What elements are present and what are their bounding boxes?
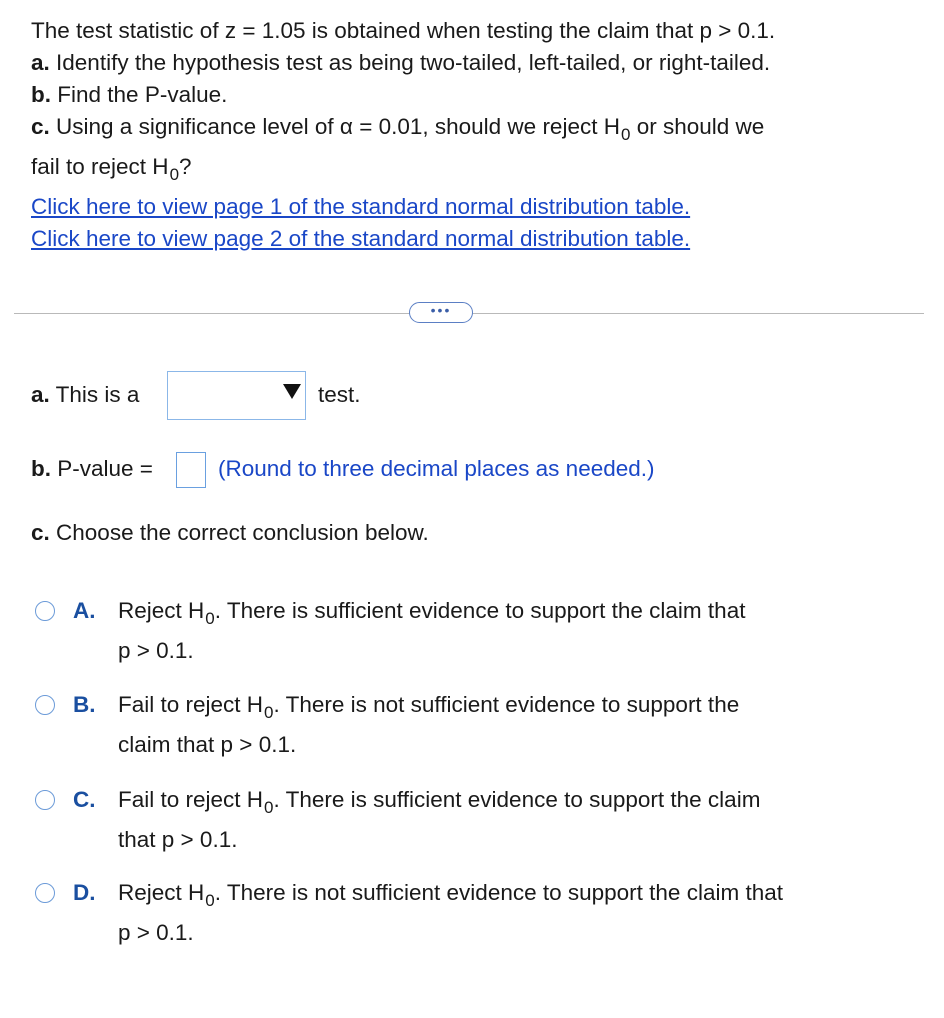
option-b-pre: Fail to reject H [118, 692, 264, 717]
answer-a-prompt [31, 381, 139, 409]
part-c-label: c. [31, 114, 50, 139]
answer-a-label: a. [31, 382, 50, 407]
part-c-text-mid: or should we [630, 114, 765, 139]
ellipsis-icon: ••• [430, 302, 452, 318]
answer-c-prompt [31, 519, 429, 547]
subscript-zero: 0 [264, 703, 274, 722]
option-b-radio[interactable] [35, 695, 55, 715]
answer-a-suffix: test. [318, 382, 361, 407]
answer-b-prompt [31, 455, 153, 483]
question-part-c [31, 113, 764, 143]
question-part-b [31, 81, 227, 109]
option-a-letter: A. [73, 598, 96, 623]
answer-a-text: This is a [55, 382, 140, 407]
rounding-hint: (Round to three decimal places as needed.) [218, 456, 655, 481]
part-b-text: Find the P-value. [57, 82, 228, 107]
subscript-zero: 0 [169, 165, 180, 184]
part-c-text: Using a significance level of α = 0.01, should we reject H [56, 114, 620, 139]
option-b-post: . There is not sufficient evidence to support the [273, 692, 740, 717]
test-type-dropdown[interactable] [167, 371, 306, 420]
option-c-line1[interactable] [118, 786, 760, 816]
option-d-post: . There is not sufficient evidence to support the claim that [214, 880, 783, 905]
part-a-text: Identify the hypothesis test as being two-tailed, left-tailed, or right-tailed. [56, 50, 771, 75]
link-normal-table-page1[interactable]: Click here to view page 1 of the standard normal distribution table. [31, 194, 691, 219]
option-a-pre: Reject H [118, 598, 205, 623]
option-b-letter: B. [73, 692, 96, 717]
option-c-pre: Fail to reject H [118, 787, 264, 812]
option-a-line2[interactable]: p > 0.1. [118, 638, 194, 663]
more-options-button[interactable] [409, 302, 473, 323]
option-a-line1[interactable] [118, 597, 745, 627]
subscript-zero: 0 [205, 609, 215, 628]
answer-b-text: P-value = [57, 456, 153, 481]
option-c-radio[interactable] [35, 790, 55, 810]
part-c-line2-text: fail to reject H [31, 154, 169, 179]
subscript-zero: 0 [620, 125, 631, 144]
answer-c-text: Choose the correct conclusion below. [56, 520, 429, 545]
option-a-radio[interactable] [35, 601, 55, 621]
option-d-radio[interactable] [35, 883, 55, 903]
option-d-pre: Reject H [118, 880, 205, 905]
question-intro: The test statistic of z = 1.05 is obtained when testing the claim that p > 0.1. [31, 18, 776, 43]
part-b-label: b. [31, 82, 51, 107]
option-d-line1[interactable] [118, 879, 783, 909]
option-c-line2[interactable]: that p > 0.1. [118, 827, 238, 852]
subscript-zero: 0 [205, 891, 215, 910]
option-d-line2[interactable]: p > 0.1. [118, 920, 194, 945]
option-d-letter: D. [73, 880, 96, 905]
answer-c-label: c. [31, 520, 50, 545]
option-a-post: . There is sufficient evidence to support the claim that [214, 598, 746, 623]
option-c-letter: C. [73, 787, 96, 812]
link-normal-table-page2[interactable]: Click here to view page 2 of the standard normal distribution table. [31, 226, 691, 251]
option-b-line1[interactable] [118, 691, 739, 721]
option-b-line2[interactable]: claim that p > 0.1. [118, 732, 297, 757]
subscript-zero: 0 [264, 798, 274, 817]
part-a-label: a. [31, 50, 50, 75]
question-part-a [31, 49, 770, 77]
part-c-line2-end: ? [179, 154, 192, 179]
option-c-post: . There is sufficient evidence to support the claim [273, 787, 761, 812]
p-value-input[interactable] [176, 452, 206, 488]
dropdown-arrow-icon[interactable] [283, 384, 301, 399]
question-part-c-line2 [31, 153, 192, 183]
answer-b-label: b. [31, 456, 51, 481]
